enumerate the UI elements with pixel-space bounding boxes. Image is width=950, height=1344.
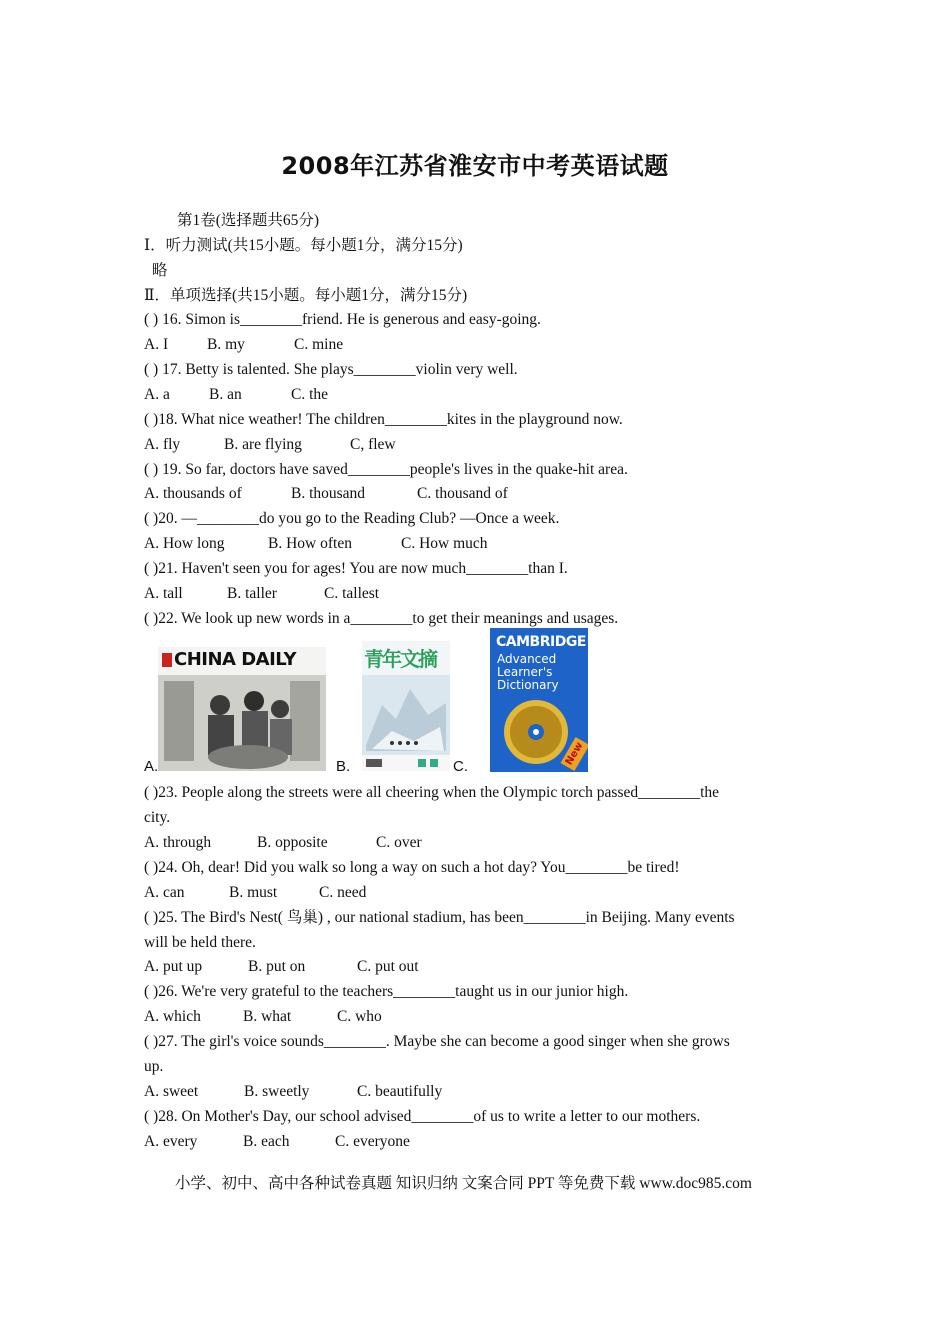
option-b: B. my — [207, 336, 245, 353]
option-c: C, flew — [350, 436, 396, 453]
question-19: ( ) 19. So far, doctors have saved________people's lives in the quake-hit area. — [144, 461, 628, 478]
magazine-cover-icon — [362, 675, 450, 771]
option-c: C. put out — [357, 958, 419, 975]
question-25-cont: will be held there. — [144, 934, 256, 951]
option-c: C. How much — [401, 535, 488, 552]
option-c: C. thousand of — [417, 485, 508, 502]
option-c: C. mine — [294, 336, 344, 353]
part1-note: 略 — [152, 262, 168, 279]
question-23-cont: city. — [144, 809, 171, 826]
question-28: ( )28. On Mother's Day, our school advised________of us to write a letter to our mothers. — [144, 1108, 701, 1125]
option-b: B. sweetly — [244, 1083, 310, 1100]
question-16: ( ) 16. Simon is________friend. He is generous and easy-going. — [144, 311, 541, 328]
question-20: ( )20. —________do you go to the Reading Club? —Once a week. — [144, 510, 560, 527]
cambridge-dictionary-picture — [490, 628, 588, 772]
new-badge: New — [561, 737, 588, 771]
options-23 — [144, 833, 422, 853]
magazine-masthead: 青年文摘 — [364, 647, 436, 671]
option-b: B. How often — [268, 535, 352, 552]
part1-heading: Ⅰ．听力测试(共15小题。每小题1分，满分15分) — [144, 237, 463, 254]
option-b: B. put on — [248, 958, 306, 975]
question-27: ( )27. The girl's voice sounds________. Maybe she can become a good singer when she grows — [144, 1033, 730, 1050]
dictionary-title: Advanced Learner's Dictionary — [497, 652, 559, 692]
question-22: ( )22. We look up new words in a________to get their meanings and usages. — [144, 610, 619, 627]
option-a: A. through — [144, 834, 212, 851]
page-title: 2008年江苏省淮安市中考英语试题 — [281, 152, 669, 180]
option-c: C. everyone — [335, 1133, 410, 1150]
option-c: C. the — [291, 386, 329, 403]
option-c: C. tallest — [324, 585, 380, 602]
picture-c-label: C. — [453, 758, 468, 775]
option-b: B. an — [209, 386, 242, 403]
option-c: C. who — [337, 1008, 382, 1025]
option-a: A. I — [144, 336, 169, 353]
page-footer: 小学、初中、高中各种试卷真题 知识归纳 文案合同 PPT 等免费下载 www.doc985.com — [175, 1175, 752, 1192]
option-c: C. beautifully — [357, 1083, 443, 1100]
option-a: A. sweet — [144, 1083, 199, 1100]
question-25: ( )25. The Bird's Nest( 鸟巢) , our national stadium, has been________in Beijing. Many events — [144, 909, 735, 926]
options-27 — [144, 1082, 442, 1102]
option-a: A. fly — [144, 436, 181, 453]
option-b: B. each — [243, 1133, 290, 1150]
options-26 — [144, 1007, 382, 1027]
question-23: ( )23. People along the streets were all cheering when the Olympic torch passed________the — [144, 784, 720, 801]
dictionary-brand: CAMBRIDGE — [496, 634, 586, 650]
option-a: A. which — [144, 1008, 201, 1025]
option-a: A. tall — [144, 585, 183, 602]
options-18 — [144, 435, 396, 455]
china-daily-picture — [158, 647, 326, 771]
question-18: ( )18. What nice weather! The children________kites in the playground now. — [144, 411, 623, 428]
picture-a-label: A. — [144, 758, 159, 775]
option-b: B. taller — [227, 585, 277, 602]
question-24: ( )24. Oh, dear! Did you walk so long a way on such a hot day? You________be tired! — [144, 859, 680, 876]
option-a: A. a — [144, 386, 170, 403]
paper-section: 第1卷(选择题共65分) — [177, 212, 320, 229]
option-a: A. How long — [144, 535, 225, 552]
option-a: A. thousands of — [144, 485, 242, 502]
option-b: B. must — [229, 884, 278, 901]
part2-heading: Ⅱ．单项选择(共15小题。每小题1分，满分15分) — [144, 287, 468, 304]
options-16 — [144, 335, 343, 355]
picture-b-label: B. — [336, 758, 351, 775]
question-27-cont: up. — [144, 1058, 164, 1075]
option-c: C. over — [376, 834, 422, 851]
options-21 — [144, 584, 379, 604]
options-28 — [144, 1132, 410, 1152]
question-17: ( ) 17. Betty is talented. She plays________violin very well. — [144, 361, 518, 378]
options-25 — [144, 957, 419, 977]
options-19 — [144, 484, 508, 504]
china-daily-masthead: CHINA DAILY — [174, 649, 297, 670]
option-b: B. what — [243, 1008, 292, 1025]
option-a: A. can — [144, 884, 185, 901]
option-b: B. are flying — [224, 436, 302, 453]
option-a: A. put up — [144, 958, 203, 975]
option-c: C. need — [319, 884, 367, 901]
qingnian-wenzhai-picture — [362, 641, 450, 771]
option-b: B. opposite — [257, 834, 328, 851]
question-21: ( )21. Haven't seen you for ages! You are now much________than I. — [144, 560, 568, 577]
option-a: A. every — [144, 1133, 198, 1150]
option-b: B. thousand — [291, 485, 366, 502]
options-24 — [144, 883, 366, 903]
question-26: ( )26. We're very grateful to the teachers________taught us in our junior high. — [144, 983, 629, 1000]
newspaper-photo-icon — [158, 675, 326, 771]
options-20 — [144, 534, 488, 554]
options-17 — [144, 385, 328, 405]
